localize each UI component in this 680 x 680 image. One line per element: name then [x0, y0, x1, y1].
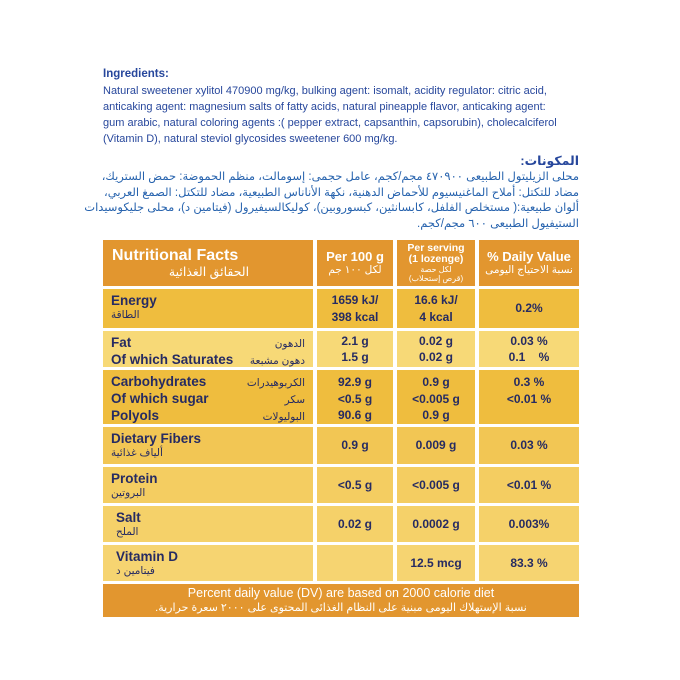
row-energy-per100: 1659 kJ/ 398 kcal: [317, 289, 393, 328]
dv-label-en: % Daily Value: [487, 249, 571, 264]
dv-label-ar: نسبة الاحتياج اليومى: [485, 264, 573, 276]
row-vitamind-label: [103, 545, 313, 581]
salt-label-ar: الملح: [116, 526, 139, 538]
ingredients-line-ar: محلى الزيليتول الطبيعى ٤٧٠٩٠٠ مجم/كجم، عامل حجمى: إسومالت، منظم الحموضة: حمض الستريك،: [101, 171, 579, 183]
carbs-label-en: Carbohydrates: [111, 374, 207, 389]
row-salt-per100: 0.02 g: [317, 506, 393, 542]
disclaimer-ar: نسبة الإستهلاك اليومى مبنية على النظام الغذائى المحتوى على ٢٠٠٠ سعرة حرارية.: [155, 602, 527, 614]
row-protein-per100: <0.5 g: [317, 467, 393, 503]
polyols-label-en: Polyols: [111, 408, 160, 423]
fiber-label-en: Dietary Fibers: [111, 431, 202, 446]
ingredients-section-ar: [84, 153, 579, 232]
protein-label-ar: البروتين: [111, 487, 146, 499]
carbs-label-ar: الكربوهيدرات: [246, 377, 305, 389]
sugar-label-en: Of which sugar: [111, 391, 209, 406]
row-fiber-label: [103, 427, 313, 464]
row-vitamind-per100: [317, 545, 393, 581]
table-header-title: [103, 240, 313, 286]
per100-label-ar: لكل ١٠٠ جم: [328, 264, 382, 276]
disclaimer-en: Percent daily value (DV) are based on 2000 calorie diet: [187, 586, 495, 600]
table-title-ar: الحقائق الغذائية: [168, 265, 250, 279]
daily-value-disclaimer: [103, 584, 579, 617]
ingredients-line-en: anticaking agent: magnesium salts of fatty acids, natural pineapple flavor, anticaking agent:: [103, 101, 546, 113]
serving-label-ar: (قرص إستحلاب): [408, 274, 464, 283]
row-fiber-serving: 0.009 g: [397, 427, 475, 464]
row-energy-serving: 16.6 kJ/ 4 kcal: [397, 289, 475, 328]
vitamind-label-en: Vitamin D: [116, 549, 179, 564]
row-salt-dv: 0.003%: [479, 506, 579, 542]
ingredients-section-en: [103, 68, 579, 147]
saturates-label-en: Of which Saturates: [111, 352, 234, 367]
ingredients-line-ar: مضاد للتكتل: أملاح الماغنيسيوم للأحماض الدهنية، نكهة الأناناس الطبيعية، مضاد للتكتل: الصمغ العربي،: [104, 186, 579, 199]
row-carbs-serving: 0.9 g <0.005 g 0.9 g: [397, 370, 475, 424]
row-salt-label: [103, 506, 313, 542]
row-fat-dv: 0.03 % 0.1 %: [479, 331, 579, 367]
sugar-label-ar: سكر: [284, 394, 305, 406]
row-carbs-label: [103, 370, 313, 424]
ingredients-heading-ar: المكونات:: [520, 154, 579, 168]
row-fat-serving: 0.02 g 0.02 g: [397, 331, 475, 367]
energy-label-en: Energy: [111, 293, 157, 308]
row-energy-label: [103, 289, 313, 328]
row-carbs-dv: 0.3 % <0.01 %: [479, 370, 579, 424]
row-protein-label: [103, 467, 313, 503]
row-fat-per100: 2.1 g 1.5 g: [317, 331, 393, 367]
row-protein-serving: <0.005 g: [397, 467, 475, 503]
row-vitamind-dv: 83.3 %: [479, 545, 579, 581]
serving-label-en: Per serving: [407, 241, 465, 254]
row-fiber-dv: 0.03 %: [479, 427, 579, 464]
ingredients-line-en: (Vitamin D), natural steviol glycosides sweetener 600 mg/kg.: [103, 133, 398, 145]
ingredients-line-en: Natural sweetener xylitol 470900 mg/kg, bulking agent: isomalt, acidity regulator: citric acid,: [103, 85, 547, 97]
nutrition-facts-table: [103, 240, 579, 617]
protein-label-en: Protein: [111, 471, 158, 486]
column-header-per100: [317, 240, 393, 286]
fat-label-en: Fat: [111, 335, 132, 350]
serving-label-en: (1 lozenge): [408, 252, 464, 265]
row-energy-dv: 0.2%: [479, 289, 579, 328]
per100-label-en: Per 100 g: [326, 249, 384, 264]
ingredients-line-en: gum arabic, natural coloring agents :( pepper extract, capsanthin, capsorubin), cholecalciferol: [103, 117, 557, 129]
ingredients-heading-en: Ingredients:: [103, 68, 169, 80]
serving-label-ar: لكل حصة: [420, 264, 452, 274]
fiber-label-ar: ألياف غذائية: [111, 447, 163, 459]
column-header-daily-value: [479, 240, 579, 286]
row-salt-serving: 0.0002 g: [397, 506, 475, 542]
label-content: [84, 68, 579, 617]
fat-label-ar: الدهون: [274, 338, 305, 350]
ingredients-line-ar: الستيفيول الطبيعى ٦٠٠ مجم/كجم.: [417, 217, 579, 230]
energy-label-ar: الطاقة: [111, 309, 140, 321]
row-fat-label: [103, 331, 313, 367]
vitamind-label-ar: فيتامين د: [116, 565, 155, 577]
ingredients-line-ar: ألوان طبيعية:( مستخلص الفلفل، كابسانثين، كبسوروبين)، كوليكالسيفيرول (فيتامين د)، محلى جليكوسيدات: [84, 202, 579, 214]
column-header-serving: [397, 240, 475, 286]
row-vitamind-serving: 12.5 mcg: [397, 545, 475, 581]
row-protein-dv: <0.01 %: [479, 467, 579, 503]
row-fiber-per100: 0.9 g: [317, 427, 393, 464]
salt-label-en: Salt: [116, 510, 141, 525]
table-title-en: Nutritional Facts: [112, 247, 239, 264]
polyols-label-ar: البوليولات: [262, 411, 305, 423]
saturates-label-ar: دهون مشبعة: [249, 355, 305, 367]
row-carbs-per100: 92.9 g <0.5 g 90.6 g: [317, 370, 393, 424]
